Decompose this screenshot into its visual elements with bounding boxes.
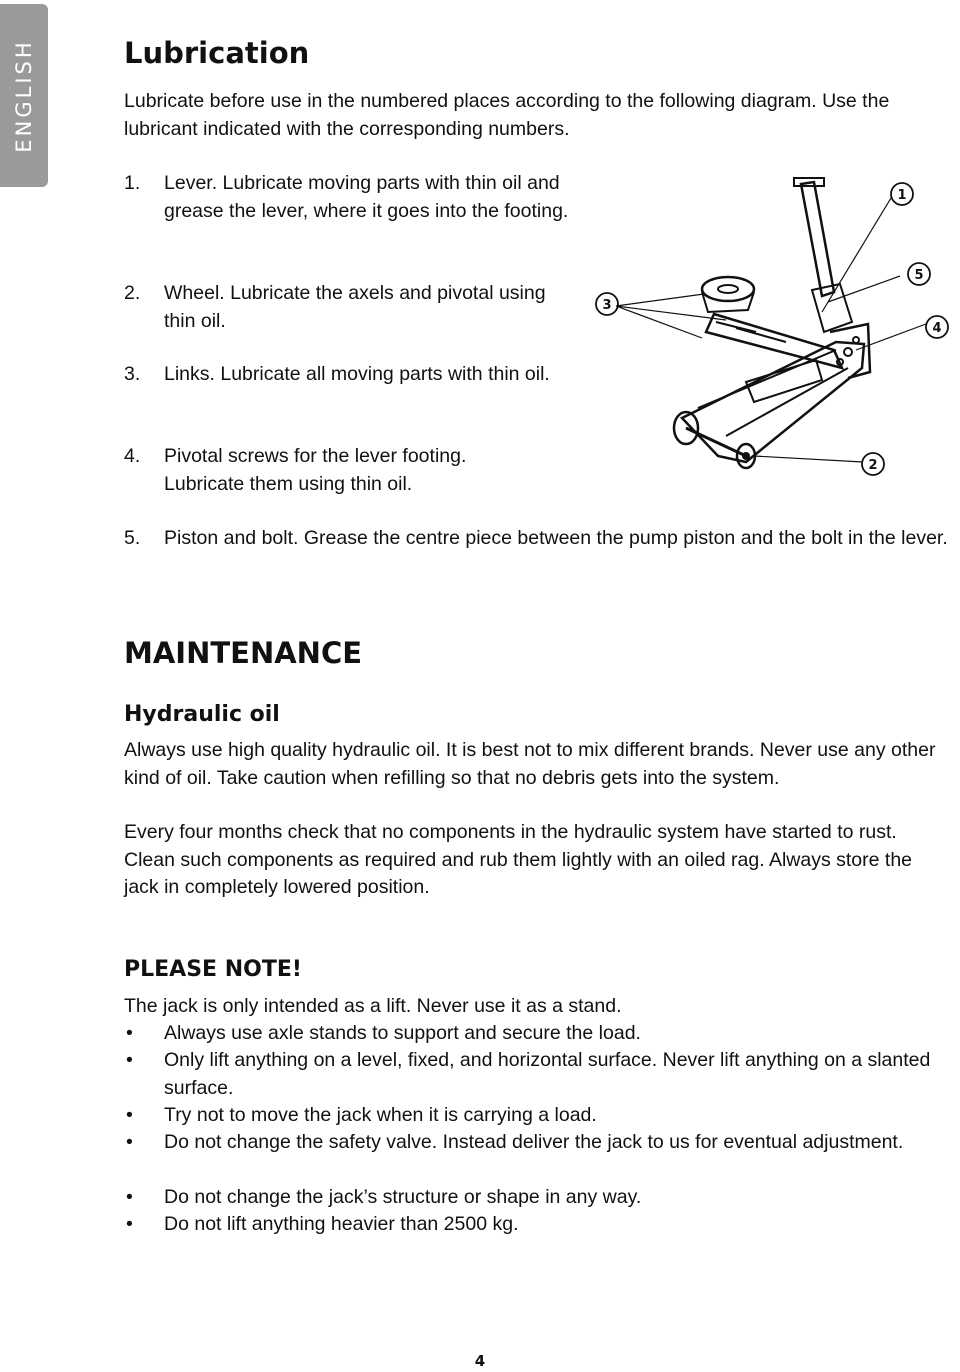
callout-label-4: 4	[932, 321, 942, 336]
bullet-mark: •	[126, 1186, 133, 1208]
saddle-center	[718, 285, 738, 293]
hydraulic-oil-paragraph-2: Every four months check that no components in the hydraulic system have started to rust. Clean such components as required and rub them lightly with an oiled rag. Always store the jack in completely lowered position.	[124, 821, 913, 898]
item-number: 2.	[124, 282, 141, 304]
bullet-text: Always use axle stands to support and secure the load.	[164, 1022, 641, 1044]
language-label: ENGLISH	[12, 38, 36, 153]
item-text: Links. Lubricate all moving parts with thin oil.	[164, 363, 550, 385]
callout-label-5: 5	[914, 268, 924, 283]
please-note-heading: PLEASE NOTE!	[124, 957, 302, 982]
please-note-intro: The jack is only intended as a lift. Never use it as a stand.	[124, 995, 622, 1017]
hydraulic-oil-paragraph-1: Always use high quality hydraulic oil. It is best not to mix different brands. Never use any other kind of oil. Take caution when refilling so that no debris gets into the system.	[124, 739, 936, 789]
pivot-screw-c	[853, 337, 859, 343]
bullet-text: Only lift anything on a level, fixed, and horizontal surface. Never lift anything on a slanted surface.	[164, 1049, 931, 1099]
language-tab	[0, 4, 48, 187]
bullet-text: Try not to move the jack when it is carrying a load.	[164, 1104, 597, 1126]
maintenance-title: MAINTENANCE	[124, 636, 363, 670]
lift-saddle	[702, 277, 754, 301]
item-number: 4.	[124, 445, 141, 467]
jack-lubrication-diagram	[586, 172, 956, 482]
bullet-mark: •	[126, 1049, 133, 1071]
callout-label-3: 3	[602, 298, 612, 313]
bullet-text: Do not change the jack’s structure or shape in any way.	[164, 1186, 642, 1208]
lever-socket	[812, 284, 852, 332]
page-number: 4	[474, 1352, 486, 1370]
hydraulic-oil-heading: Hydraulic oil	[124, 702, 280, 727]
item-number: 1.	[124, 172, 141, 194]
jack-handle	[801, 182, 834, 296]
bullet-mark: •	[126, 1022, 133, 1044]
bullet-mark: •	[126, 1104, 133, 1126]
wheel-hub	[743, 453, 749, 459]
item-number: 5.	[124, 527, 141, 549]
item-text: Piston and bolt. Grease the centre piece between the pump piston and the bolt in the lever.	[164, 527, 948, 549]
lubrication-intro: Lubricate before use in the numbered places according to the following diagram. Use the lubricant indicated with the corresponding numbers.	[124, 90, 890, 140]
pivot-screw-a	[844, 348, 852, 356]
callout-label-1: 1	[897, 188, 907, 203]
bullet-mark: •	[126, 1213, 133, 1235]
callout-label-2: 2	[868, 458, 878, 473]
bullet-text: Do not lift anything heavier than 2500 kg.	[164, 1213, 519, 1235]
item-number: 3.	[124, 363, 141, 385]
bullet-text: Do not change the safety valve. Instead deliver the jack to us for eventual adjustment.	[164, 1131, 904, 1153]
item-text: Wheel. Lubricate the axels and pivotal using thin oil.	[164, 282, 546, 332]
item-text: Pivotal screws for the lever footing. Lubricate them using thin oil.	[164, 445, 467, 495]
lubrication-title: Lubrication	[124, 36, 310, 70]
item-text: Lever. Lubricate moving parts with thin oil and grease the lever, where it goes into the footing.	[164, 172, 569, 222]
bullet-mark: •	[126, 1131, 133, 1153]
